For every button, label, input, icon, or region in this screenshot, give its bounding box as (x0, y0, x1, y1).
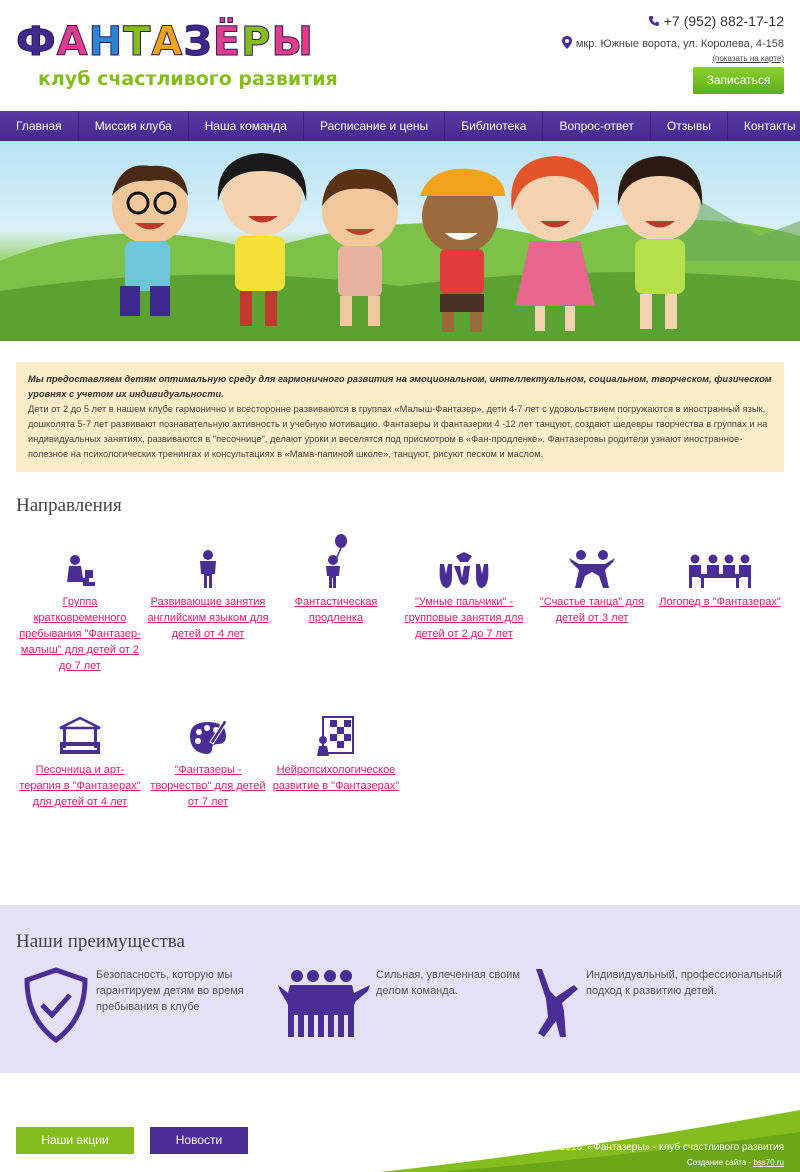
intro-body: Дети от 2 до 5 лет в нашем клубе гармонично и всесторонне развиваются в группах «Малыш-Фантазер», дети 4-7 лет с удовольствием погружаются в иностранный язык, дошколята 5-7 лет развивают познавательную активность и учебную мотивацию. Фантазеры и фантазерки 4 -12 лет танцуют, создают шедевры творчества в группах и на индивидуальных занятиях, развиваются в "песочнице", делают уроки и веселятся под присмотром в «Фан-продленке». Фантазеровы родители узнают иностранное-полезное на психологических тренингах и консультациях в «Мама-папиной школе», танцуют, рисуют песком и маслом. (28, 404, 768, 459)
intro-lead: Мы предоставляем детям оптимальную среду для гармоничного развития на эмоциональном, интеллектуальном, социальном, творческом, физическом уровнях с учетом их индивидуальности. (28, 374, 772, 399)
logo-title: ФАНТАЗЁРЫ (16, 19, 314, 65)
advantages-heading: Наши преимущества (16, 931, 185, 952)
advantage-text: Сильная, увлеченная своим делом команда. (376, 969, 520, 997)
direction-label[interactable]: Фантастическая продленка (294, 596, 378, 624)
cartwheel-icon (534, 967, 580, 1039)
advantage-item (22, 967, 262, 1047)
phone-line (484, 12, 784, 30)
advantages-section (0, 905, 800, 1073)
direction-item[interactable] (16, 704, 144, 810)
news-button[interactable]: Новости (150, 1127, 248, 1154)
hero-banner (0, 141, 800, 341)
direction-label[interactable]: Песочница и арт-терапия в "Фантазерах" для детей от 4 лет (19, 764, 141, 808)
child-balloon-icon (272, 536, 400, 588)
main-nav (0, 111, 800, 141)
direction-label[interactable]: Логопед в "Фантазерах" (659, 596, 781, 608)
direction-item[interactable] (272, 704, 400, 794)
child-playing-icon (16, 536, 144, 588)
direction-label[interactable]: Группа кратковременного пребывания "Фантазер-малыш" для детей от 2 до 7 лет (19, 596, 141, 672)
direction-label[interactable]: Развивающие занятия английским языком для детей от 4 лет (147, 596, 269, 640)
advantage-item (278, 967, 523, 1047)
shield-check-icon (22, 967, 90, 1043)
nav-item-schedule[interactable]: Расписание и цены (304, 111, 445, 141)
site-credit (687, 1158, 784, 1167)
palette-icon (144, 704, 272, 756)
signup-button[interactable]: Записаться (693, 67, 784, 94)
nav-item-team[interactable]: Наша команда (189, 111, 304, 141)
directions-heading: Направления (16, 495, 122, 516)
contacts-block (484, 12, 784, 64)
logo-subtitle: клуб счастливого развития (38, 68, 338, 90)
promotions-button[interactable]: Наши акции (16, 1127, 134, 1154)
nav-item-mission[interactable]: Миссия клуба (79, 111, 189, 141)
direction-item[interactable] (272, 536, 400, 626)
direction-item[interactable] (16, 536, 144, 674)
location-pin-icon (562, 36, 572, 49)
advantage-item (534, 967, 784, 1047)
site-header (0, 0, 800, 111)
nav-item-reviews[interactable]: Отзывы (651, 111, 728, 141)
advantage-text: Безопасность, которую мы гарантируем детям во время пребывания в клубе (96, 969, 244, 1013)
phone-number[interactable]: +7 (952) 882-17-12 (663, 13, 784, 29)
advantage-text: Индивидуальный, профессиональный подход к развитию детей. (586, 969, 782, 997)
nav-item-faq[interactable]: Вопрос-ответ (543, 111, 650, 141)
direction-label[interactable]: "Умные пальчики" - групповые занятия для детей от 2 до 7 лет (404, 596, 524, 640)
sandbox-icon (16, 704, 144, 756)
banner-illustration (0, 141, 800, 341)
child-standing-icon (144, 536, 272, 588)
address-line (484, 36, 784, 51)
team-icon (278, 967, 370, 1039)
nav-item-home[interactable]: Главная (0, 111, 79, 141)
address-text: мкр. Южные ворота, ул. Королева, 4-158 (575, 38, 784, 50)
intro-text-block (16, 362, 784, 472)
nav-item-library[interactable]: Библиотека (445, 111, 543, 141)
direction-item[interactable] (144, 536, 272, 642)
developer-link[interactable]: bss70.ru (753, 1158, 784, 1167)
show-on-map-link[interactable]: (показать на карте) (712, 54, 784, 63)
copyright-text: © 2016. «Фантазеры» - клуб счастливого развития (549, 1142, 784, 1153)
chess-icon (272, 704, 400, 756)
direction-item[interactable] (656, 536, 784, 610)
nav-item-contacts[interactable]: Контакты (743, 119, 796, 133)
phone-icon (648, 15, 660, 27)
site-logo[interactable] (16, 18, 361, 93)
direction-label[interactable]: "Счастье танца" для детей от 3 лет (539, 596, 645, 624)
speech-therapy-icon (656, 536, 784, 588)
direction-item[interactable] (528, 536, 656, 626)
hands-icon (400, 536, 528, 588)
direction-label[interactable]: "Фантазеры - творчество" для детей от 7 лет (150, 764, 266, 808)
direction-item[interactable] (400, 536, 528, 642)
dancers-icon (528, 536, 656, 588)
direction-item[interactable] (144, 704, 272, 810)
credit-prefix: Создание сайта - (686, 1158, 754, 1167)
direction-label[interactable]: Нейропсихологическое развитие в "Фантазерах" (272, 764, 400, 792)
